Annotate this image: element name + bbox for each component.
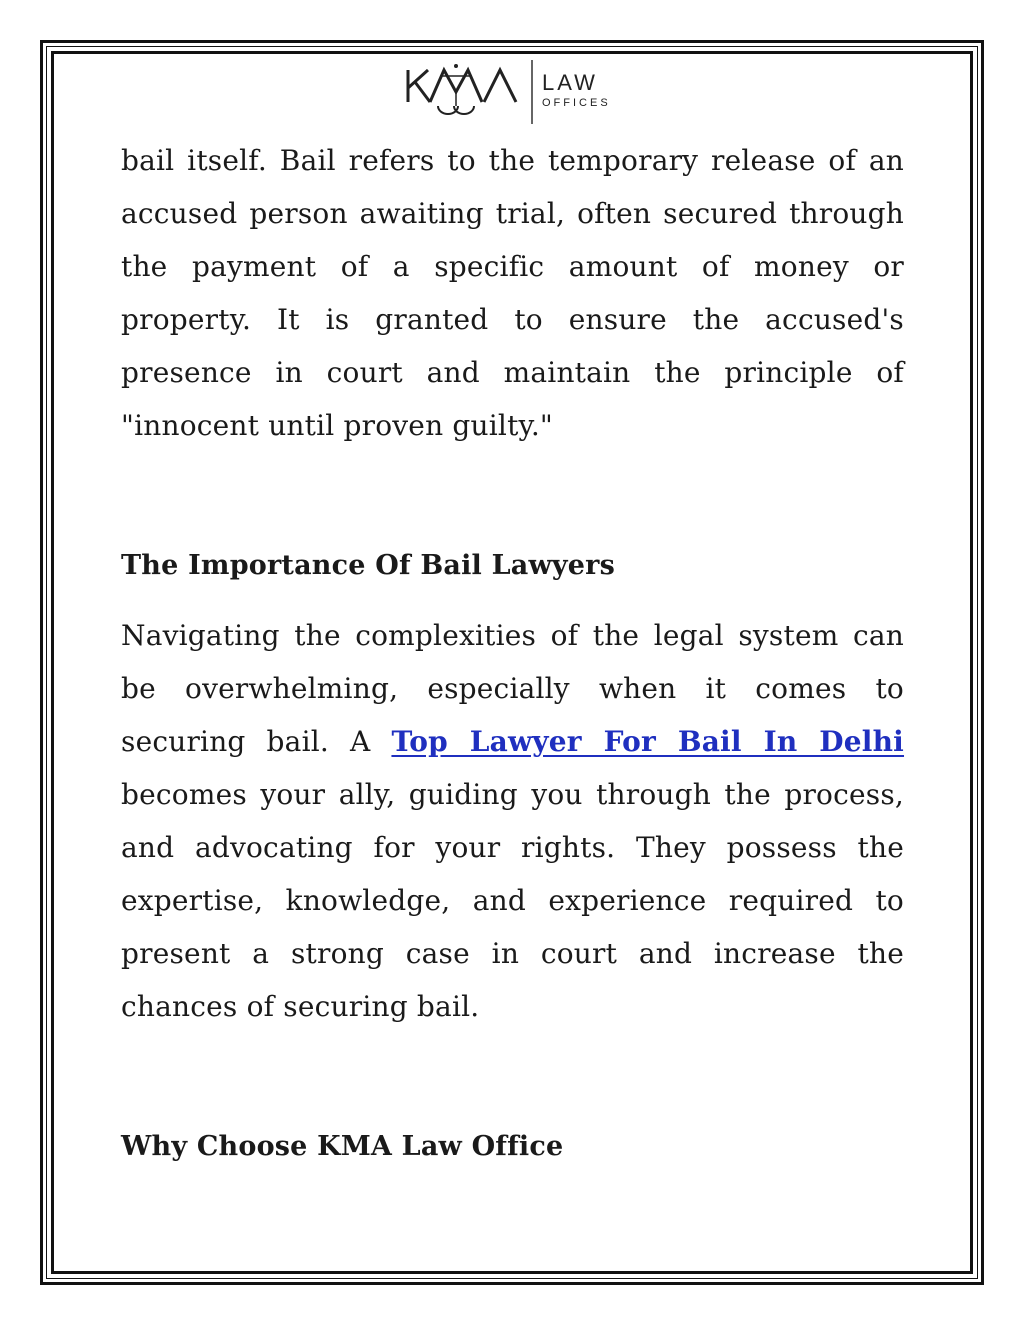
- heading-importance-of-bail-lawyers: The Importance Of Bail Lawyers: [121, 550, 616, 581]
- kma-law-offices-logo: [404, 58, 624, 126]
- logo-line-law: LAW: [542, 70, 598, 95]
- paragraph-text-before-link: Navigating the complexities of the legal system can be overwhelming, especially when it comes to securing bail. A: [121, 619, 904, 758]
- logo-line-offices: OFFICES: [542, 97, 611, 109]
- spacer: [121, 452, 904, 539]
- top-lawyer-for-bail-link[interactable]: Top Lawyer For Bail In Delhi: [391, 725, 905, 758]
- spacer: [121, 592, 904, 609]
- paragraph-bail-lawyers: [121, 609, 904, 1033]
- heading-why-choose-kma: Why Choose KMA Law Office: [121, 1131, 564, 1162]
- paragraph-bail-definition: bail itself. Bail refers to the temporary release of an accused person awaiting trial, often secured through the payment of a specific amount of money or property. It is granted to ensure the accused's presence in court and maintain the principle of "innocent until proven guilty.": [121, 144, 904, 442]
- paragraph-text-after-link: becomes your ally, guiding you through the process, and advocating for your rights. They possess the expertise, knowledge, and experience required to present a strong case in court and increase the chances of securing bail.: [121, 778, 904, 1023]
- kma-logo-graphic: [404, 58, 624, 126]
- document-body: [121, 134, 904, 1173]
- spacer: [121, 1033, 904, 1120]
